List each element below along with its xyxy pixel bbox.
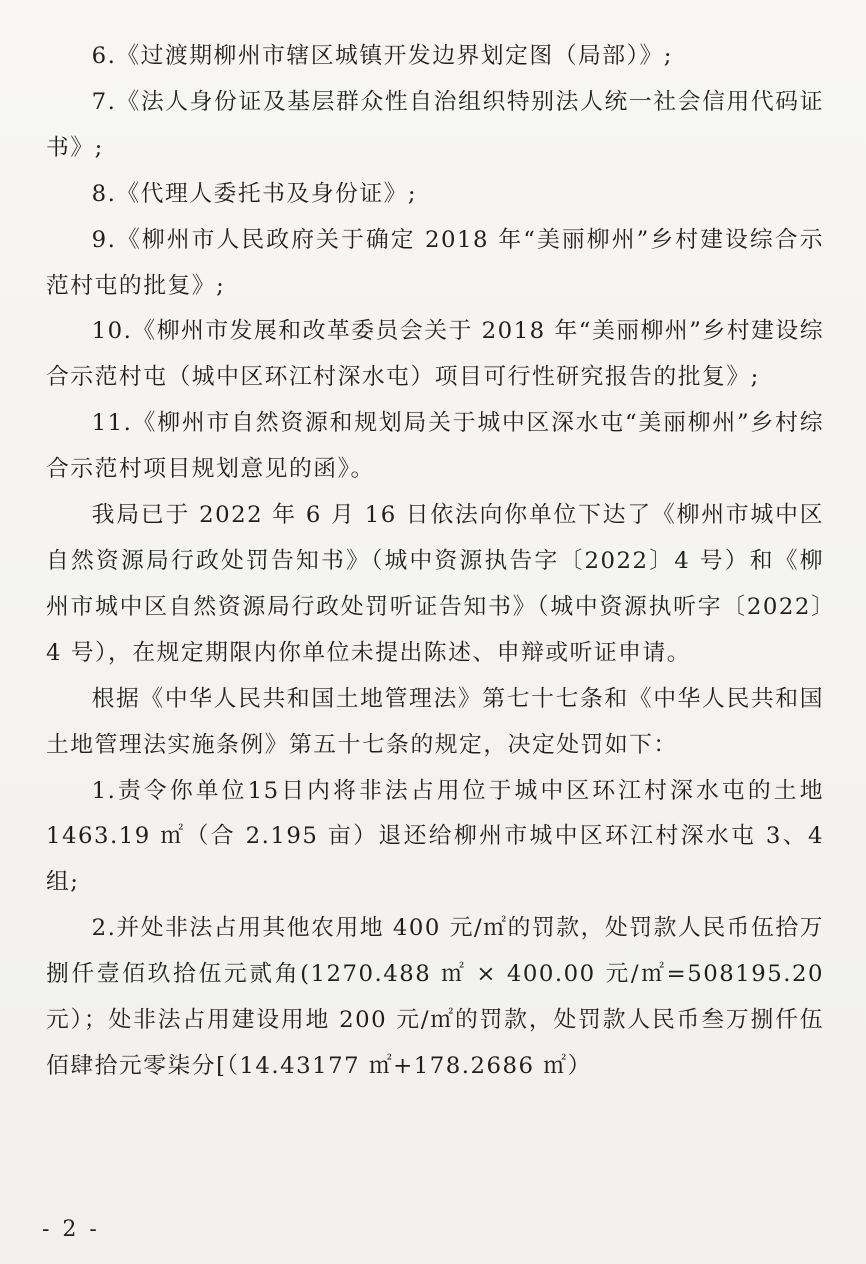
list-item-10: 10.《柳州市发展和改革委员会关于 2018 年“美丽柳州”乡村建设综合示范村屯（城中区环江村深水屯）项目可行性研究报告的批复》; — [46, 318, 824, 391]
penalty-item-2: 2.并处非法占用其他农用地 400 元/㎡的罚款，处罚款人民币伍拾万捌仟壹佰玖拾伍元贰角(1270.488 ㎡ × 400.00 元/㎡=508195.20 元）；处非法占用建设用地 200 元/㎡的罚款，处罚款人民币叁万捌仟伍佰肆拾元零柒分[（14.43177 ㎡+178.2686 ㎡） — [46, 915, 824, 1079]
page-number: - 2 - — [42, 1217, 100, 1242]
legal-basis-paragraph: 根据《中华人民共和国土地管理法》第七十七条和《中华人民共和国土地管理法实施条例》第五十七条的规定，决定处罚如下： — [46, 685, 824, 758]
document-body — [46, 34, 824, 1090]
notice-paragraph: 我局已于 2022 年 6 月 16 日依法向你单位下达了《柳州市城中区自然资源局行政处罚告知书》（城中资源执告字〔2022〕4 号）和《柳州市城中区自然资源局行政处罚听证告知书》（城中资源执听字〔2022〕4 号），在规定期限内你单位未提出陈述、申辩或听证申请。 — [46, 502, 824, 666]
list-item-11: 11.《柳州市自然资源和规划局关于城中区深水屯“美丽柳州”乡村综合示范村项目规划意见的函》。 — [46, 410, 824, 483]
list-item-9: 9.《柳州市人民政府关于确定 2018 年“美丽柳州”乡村建设综合示范村屯的批复》; — [46, 226, 824, 299]
list-item-8: 8.《代理人委托书及身份证》; — [91, 180, 418, 207]
list-item-7: 7.《法人身份证及基层群众性自治组织特别法人统一社会信用代码证书》; — [46, 88, 824, 161]
penalty-item-1: 1.责令你单位15日内将非法占用位于城中区环江村深水屯的土地 1463.19 ㎡（合 2.195 亩）退还给柳州市城中区环江村深水屯 3、4 组; — [46, 777, 824, 896]
list-item-6: 6.《过渡期柳州市辖区城镇开发边界划定图（局部）》; — [91, 43, 673, 69]
